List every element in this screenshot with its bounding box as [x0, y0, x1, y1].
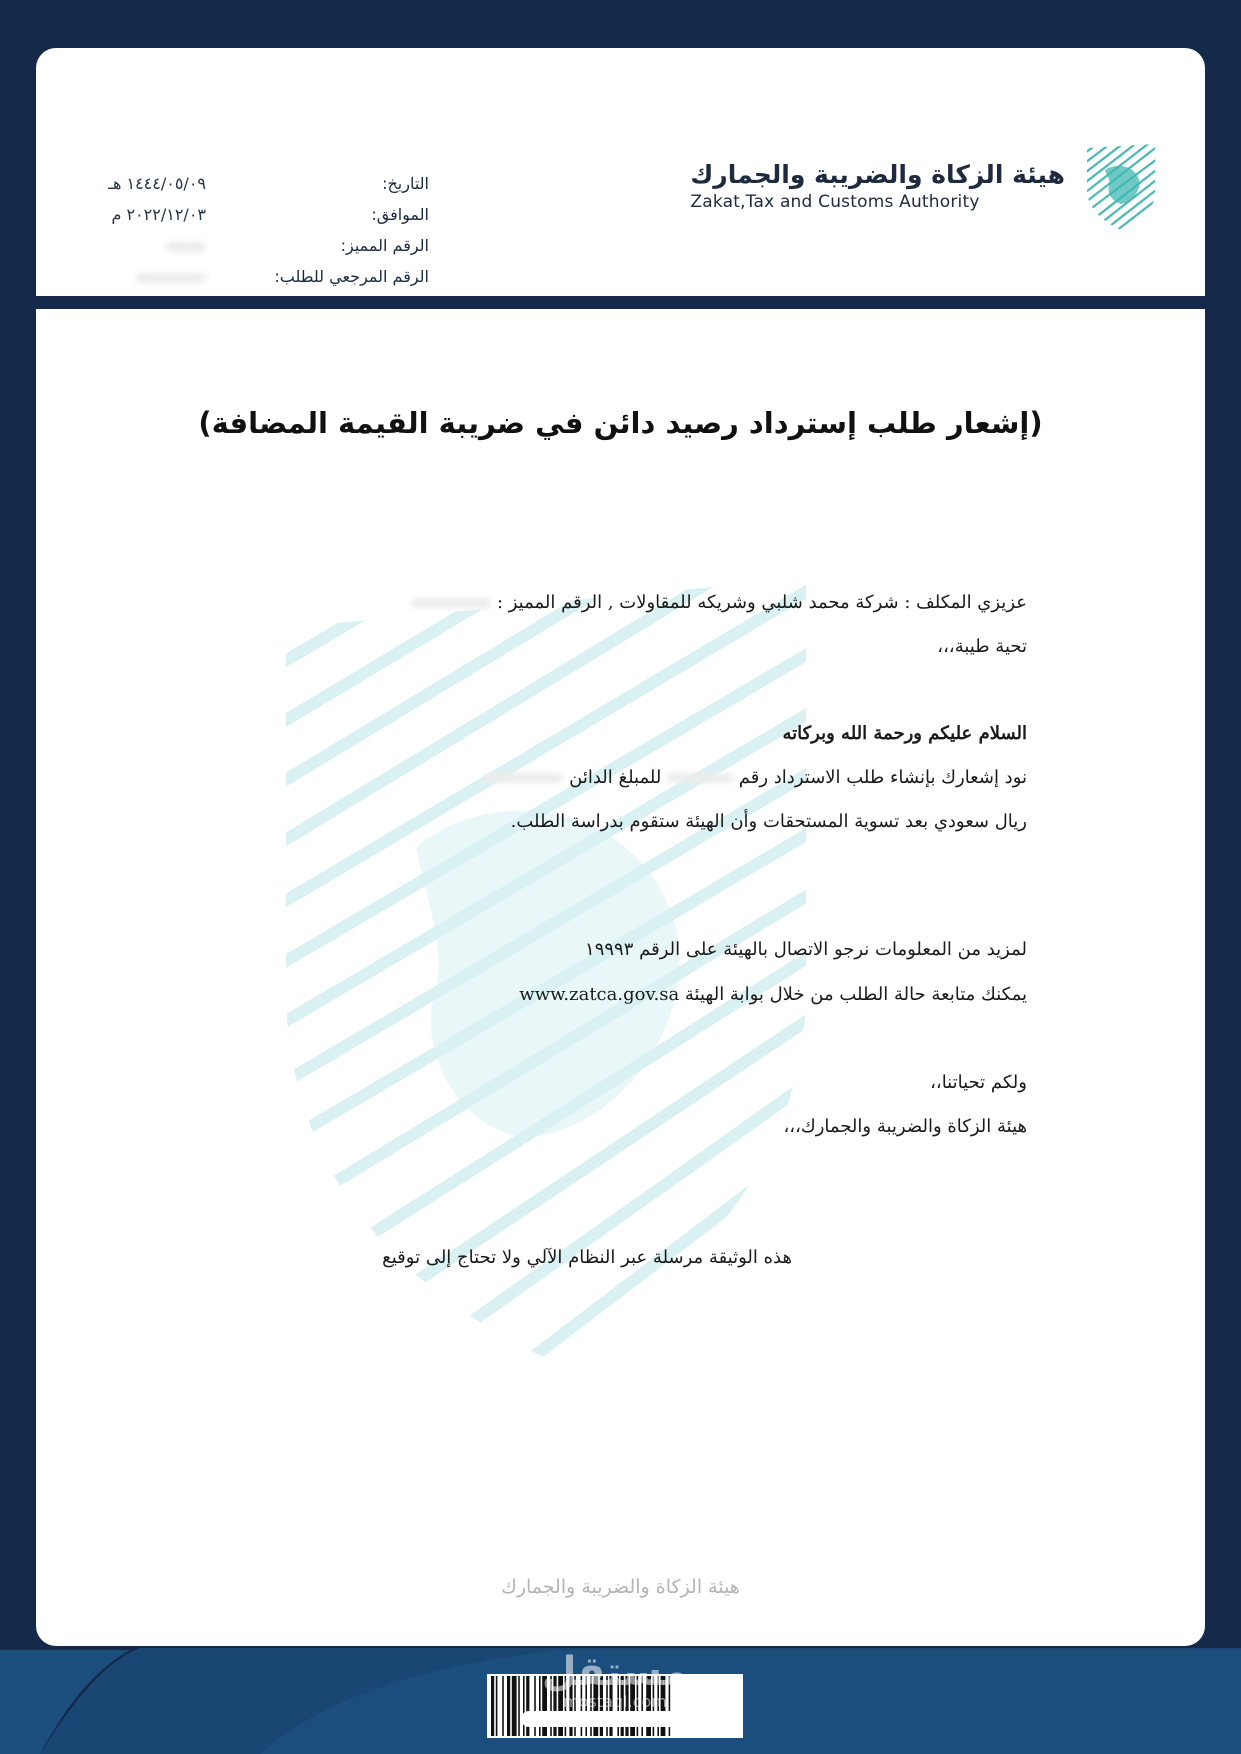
- salam-line: السلام عليكم ورحمة الله وبركاته: [782, 723, 1027, 744]
- footer-authority-name: هيئة الزكاة والضريبة والجمارك: [501, 1576, 740, 1598]
- refund-line-2: ريال سعودي بعد تسوية المستحقات وأن الهيئة ستقوم بدراسة الطلب.: [510, 811, 1027, 832]
- letter-title: (إشعار طلب إسترداد رصيد دائن في ضريبة القيمة المضافة): [198, 406, 1043, 440]
- zatca-logo-icon: [1083, 142, 1159, 230]
- meta-values: [76, 168, 206, 292]
- barcode-redaction: [521, 1711, 711, 1727]
- refund-line-1: [483, 767, 1027, 788]
- document-page: [36, 48, 1205, 1646]
- mostaql-domain: mostaql.com: [563, 1692, 667, 1711]
- refund-text-a: نود إشعارك بإنشاء طلب الاسترداد رقم: [738, 767, 1027, 788]
- refund-text-b: للمبلغ الدائن: [569, 767, 662, 788]
- refund-number-redacted: [667, 773, 733, 783]
- corresponding-date-label: الموافق:: [371, 205, 429, 224]
- automated-notice: هذه الوثيقة مرسلة عبر النظام الآلي ولا تحتاج إلى توقيع: [382, 1247, 792, 1268]
- mostaql-watermark: [487, 1650, 743, 1710]
- mostaql-arabic: مستقل: [541, 1649, 689, 1695]
- logo-english-name: Zakat,Tax and Customs Authority: [690, 192, 980, 212]
- contact-line: لمزيد من المعلومات نرجو الاتصال بالهيئة على الرقم ١٩٩٩٣: [585, 939, 1027, 960]
- authority-logo: [690, 142, 1159, 230]
- date-label: التاريخ:: [382, 174, 429, 193]
- letter-header: [36, 48, 1205, 296]
- meta-labels: [274, 168, 429, 292]
- addressee-text: عزيزي المكلف : شركة محمد شلبي وشريكه للمقاولات , الرقم المميز :: [496, 592, 1027, 613]
- portal-line: يمكنك متابعة حالة الطلب من خلال بوابة الهيئة www.zatca.gov.sa: [519, 984, 1027, 1005]
- tin-value-redacted: [76, 230, 206, 261]
- closing-line-1: ولكم تحياتنا،،: [930, 1072, 1027, 1093]
- greeting-line: تحية طيبة،،،: [937, 636, 1027, 657]
- tin-redacted: [411, 598, 491, 608]
- header-divider: [36, 296, 1205, 309]
- closing-line-2: هيئة الزكاة والضريبة والجمارك،،،: [783, 1116, 1027, 1137]
- reference-value-redacted: [76, 261, 206, 292]
- reference-number-label: الرقم المرجعي للطلب:: [274, 267, 429, 286]
- hijri-date-value: ١٤٤٤/٠٥/٠٩ هـ: [108, 174, 206, 193]
- addressee-line: [411, 592, 1027, 613]
- amount-redacted: [483, 773, 563, 783]
- gregorian-date-value: ٢٠٢٢/١٢/٠٣ م: [111, 205, 206, 224]
- logo-arabic-name: هيئة الزكاة والضريبة والجمارك: [690, 160, 1065, 189]
- tin-label: الرقم المميز:: [340, 236, 429, 255]
